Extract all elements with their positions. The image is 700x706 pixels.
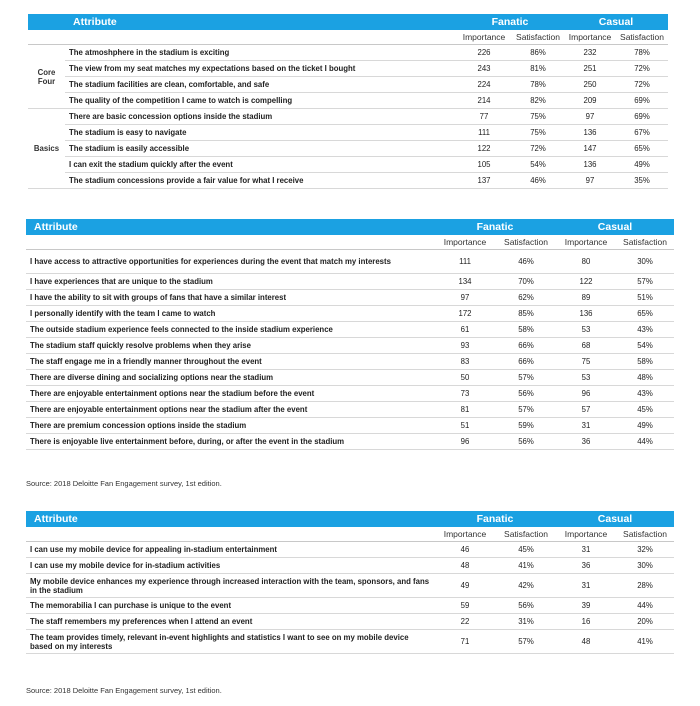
casual-importance: 136 xyxy=(556,306,616,322)
casual-satisfaction: 48% xyxy=(616,370,674,386)
casual-satisfaction: 32% xyxy=(616,542,674,558)
source-note: Source: 2018 Deloitte Fan Engagement survey, 1st edition. xyxy=(26,686,222,695)
casual-satisfaction: 69% xyxy=(616,109,668,125)
attribute-label: I have experiences that are unique to the stadium xyxy=(26,274,434,290)
casual-satisfaction: 49% xyxy=(616,157,668,173)
subheader-satisfaction: Satisfaction xyxy=(616,235,674,250)
fanatic-importance: 61 xyxy=(434,322,496,338)
fanatic-satisfaction: 86% xyxy=(512,45,564,61)
table-row xyxy=(26,250,674,274)
fanatic-importance: 22 xyxy=(434,614,496,630)
casual-importance: 147 xyxy=(564,141,616,157)
table-row xyxy=(28,93,668,109)
fanatic-satisfaction: 57% xyxy=(496,370,556,386)
casual-importance: 57 xyxy=(556,402,616,418)
subheader-satisfaction: Satisfaction xyxy=(616,30,668,45)
subheader-satisfaction: Satisfaction xyxy=(496,527,556,542)
casual-importance: 68 xyxy=(556,338,616,354)
attribute-label: The staff remembers my preferences when I attend an event xyxy=(26,614,434,630)
table-subheader xyxy=(26,235,674,250)
fanatic-satisfaction: 45% xyxy=(496,542,556,558)
casual-importance: 97 xyxy=(564,173,616,189)
subheader-importance: Importance xyxy=(564,30,616,45)
fanatic-satisfaction: 46% xyxy=(496,250,556,274)
attribute-label: The memorabilia I can purchase is unique to the event xyxy=(26,598,434,614)
casual-satisfaction: 45% xyxy=(616,402,674,418)
fanatic-importance: 46 xyxy=(434,542,496,558)
fanatic-importance: 59 xyxy=(434,598,496,614)
table-row xyxy=(26,322,674,338)
table-row xyxy=(28,109,668,125)
table-row xyxy=(26,306,674,322)
fanatic-importance: 172 xyxy=(434,306,496,322)
attribute-label: I can use my mobile device for appealing in-stadium entertainment xyxy=(26,542,434,558)
table-row xyxy=(26,370,674,386)
subheader-importance: Importance xyxy=(456,30,512,45)
subheader-spacer xyxy=(26,527,434,542)
fanatic-satisfaction: 42% xyxy=(496,574,556,598)
casual-importance: 80 xyxy=(556,250,616,274)
table-row xyxy=(26,402,674,418)
fanatic-satisfaction: 57% xyxy=(496,402,556,418)
fanatic-importance: 83 xyxy=(434,354,496,370)
table-subheader xyxy=(28,30,668,45)
table-row xyxy=(28,125,668,141)
attribute-label: The stadium facilities are clean, comfortable, and safe xyxy=(65,77,456,93)
table-row xyxy=(26,542,674,558)
attribute-label: I have the ability to sit with groups of fans that have a similar interest xyxy=(26,290,434,306)
subheader-importance: Importance xyxy=(556,527,616,542)
fanatic-satisfaction: 70% xyxy=(496,274,556,290)
fanatic-satisfaction: 31% xyxy=(496,614,556,630)
table-row xyxy=(26,274,674,290)
attribute-label: My mobile device enhances my experience through increased interaction with the team, sponsors, and fans in the stadium xyxy=(26,574,434,598)
table-row xyxy=(26,630,674,654)
casual-importance: 53 xyxy=(556,370,616,386)
fanatic-satisfaction: 78% xyxy=(512,77,564,93)
fanatic-satisfaction: 66% xyxy=(496,354,556,370)
casual-importance: 31 xyxy=(556,418,616,434)
casual-importance: 39 xyxy=(556,598,616,614)
attribute-label: The quality of the competition I came to watch is compelling xyxy=(65,93,456,109)
table-row xyxy=(26,574,674,598)
fanatic-satisfaction: 85% xyxy=(496,306,556,322)
casual-importance: 136 xyxy=(564,157,616,173)
header-casual: Casual xyxy=(556,219,674,235)
header-casual: Casual xyxy=(556,511,674,527)
table-subheader xyxy=(26,527,674,542)
fanatic-satisfaction: 56% xyxy=(496,386,556,402)
attribute-label: I can use my mobile device for in-stadium activities xyxy=(26,558,434,574)
table-header xyxy=(26,219,674,235)
fanatic-importance: 93 xyxy=(434,338,496,354)
casual-satisfaction: 28% xyxy=(616,574,674,598)
attribute-label: There are basic concession options inside the stadium xyxy=(65,109,456,125)
casual-importance: 89 xyxy=(556,290,616,306)
fanatic-satisfaction: 41% xyxy=(496,558,556,574)
casual-satisfaction: 72% xyxy=(616,77,668,93)
table-row xyxy=(26,354,674,370)
table-row xyxy=(26,290,674,306)
table-row xyxy=(28,77,668,93)
casual-importance: 48 xyxy=(556,630,616,654)
casual-satisfaction: 43% xyxy=(616,386,674,402)
fanatic-importance: 77 xyxy=(456,109,512,125)
casual-satisfaction: 69% xyxy=(616,93,668,109)
subheader-importance: Importance xyxy=(434,235,496,250)
casual-importance: 250 xyxy=(564,77,616,93)
attribute-label: The atmoshphere in the stadium is exciting xyxy=(65,45,456,61)
table-row xyxy=(28,157,668,173)
fanatic-importance: 134 xyxy=(434,274,496,290)
casual-satisfaction: 57% xyxy=(616,274,674,290)
fanatic-satisfaction: 75% xyxy=(512,125,564,141)
fanatic-importance: 48 xyxy=(434,558,496,574)
casual-satisfaction: 41% xyxy=(616,630,674,654)
header-spacer xyxy=(28,14,65,30)
casual-satisfaction: 35% xyxy=(616,173,668,189)
table-row xyxy=(26,598,674,614)
casual-satisfaction: 30% xyxy=(616,250,674,274)
fanatic-importance: 96 xyxy=(434,434,496,450)
casual-satisfaction: 58% xyxy=(616,354,674,370)
source-note: Source: 2018 Deloitte Fan Engagement survey, 1st edition. xyxy=(26,479,222,488)
attribute-label: The stadium concessions provide a fair value for what I receive xyxy=(65,173,456,189)
casual-satisfaction: 43% xyxy=(616,322,674,338)
table-header xyxy=(26,511,674,527)
fanatic-importance: 71 xyxy=(434,630,496,654)
casual-importance: 53 xyxy=(556,322,616,338)
header-attribute: Attribute xyxy=(26,219,434,235)
casual-importance: 75 xyxy=(556,354,616,370)
table-row xyxy=(26,386,674,402)
fanatic-satisfaction: 46% xyxy=(512,173,564,189)
attribute-label: I can exit the stadium quickly after the event xyxy=(65,157,456,173)
casual-importance: 136 xyxy=(564,125,616,141)
subheader-satisfaction: Satisfaction xyxy=(616,527,674,542)
core-basics-table xyxy=(28,14,668,189)
casual-importance: 31 xyxy=(556,574,616,598)
subheader-importance: Importance xyxy=(556,235,616,250)
attribute-label: There is enjoyable live entertainment before, during, or after the event in the stadium xyxy=(26,434,434,450)
fanatic-satisfaction: 62% xyxy=(496,290,556,306)
casual-satisfaction: 51% xyxy=(616,290,674,306)
casual-satisfaction: 44% xyxy=(616,434,674,450)
casual-satisfaction: 65% xyxy=(616,141,668,157)
fanatic-satisfaction: 58% xyxy=(496,322,556,338)
casual-importance: 31 xyxy=(556,542,616,558)
fanatic-importance: 73 xyxy=(434,386,496,402)
attribute-label: The stadium staff quickly resolve problems when they arise xyxy=(26,338,434,354)
casual-satisfaction: 65% xyxy=(616,306,674,322)
header-fanatic: Fanatic xyxy=(434,511,556,527)
table-row xyxy=(26,338,674,354)
fanatic-importance: 111 xyxy=(434,250,496,274)
attribute-label: The staff engage me in a friendly manner throughout the event xyxy=(26,354,434,370)
casual-importance: 209 xyxy=(564,93,616,109)
fanatic-importance: 51 xyxy=(434,418,496,434)
fanatic-importance: 97 xyxy=(434,290,496,306)
header-fanatic: Fanatic xyxy=(456,14,564,30)
attribute-label: The stadium is easy to navigate xyxy=(65,125,456,141)
fanatic-importance: 49 xyxy=(434,574,496,598)
header-fanatic: Fanatic xyxy=(434,219,556,235)
attribute-label: There are diverse dining and socializing options near the stadium xyxy=(26,370,434,386)
subheader-satisfaction: Satisfaction xyxy=(496,235,556,250)
attribute-label: The stadium is easily accessible xyxy=(65,141,456,157)
table-row xyxy=(28,173,668,189)
fanatic-satisfaction: 82% xyxy=(512,93,564,109)
casual-importance: 97 xyxy=(564,109,616,125)
fanatic-importance: 137 xyxy=(456,173,512,189)
fanatic-importance: 81 xyxy=(434,402,496,418)
attribute-label: I have access to attractive opportunities for experiences during the event that match my interests xyxy=(26,250,434,274)
group-label: Core Four xyxy=(28,45,65,109)
table-row xyxy=(26,614,674,630)
casual-satisfaction: 72% xyxy=(616,61,668,77)
table-row xyxy=(26,418,674,434)
fanatic-satisfaction: 56% xyxy=(496,434,556,450)
table-header xyxy=(28,14,668,30)
subheader-spacer xyxy=(28,30,65,45)
fanatic-satisfaction: 57% xyxy=(496,630,556,654)
casual-satisfaction: 54% xyxy=(616,338,674,354)
attribute-label: The view from my seat matches my expectations based on the ticket I bought xyxy=(65,61,456,77)
fanatic-importance: 226 xyxy=(456,45,512,61)
table-row xyxy=(28,141,668,157)
experience-table xyxy=(26,219,674,450)
fanatic-satisfaction: 75% xyxy=(512,109,564,125)
fanatic-importance: 105 xyxy=(456,157,512,173)
table-row xyxy=(28,61,668,77)
casual-satisfaction: 49% xyxy=(616,418,674,434)
attribute-label: There are enjoyable entertainment options near the stadium before the event xyxy=(26,386,434,402)
fanatic-satisfaction: 81% xyxy=(512,61,564,77)
casual-importance: 122 xyxy=(556,274,616,290)
subheader-spacer xyxy=(65,30,456,45)
header-casual: Casual xyxy=(564,14,668,30)
fanatic-importance: 111 xyxy=(456,125,512,141)
header-attribute: Attribute xyxy=(65,14,456,30)
header-attribute: Attribute xyxy=(26,511,434,527)
casual-satisfaction: 20% xyxy=(616,614,674,630)
casual-importance: 16 xyxy=(556,614,616,630)
casual-importance: 251 xyxy=(564,61,616,77)
fanatic-satisfaction: 56% xyxy=(496,598,556,614)
attribute-label: There are enjoyable entertainment options near the stadium after the event xyxy=(26,402,434,418)
casual-satisfaction: 78% xyxy=(616,45,668,61)
fanatic-importance: 243 xyxy=(456,61,512,77)
fanatic-satisfaction: 59% xyxy=(496,418,556,434)
attribute-label: The team provides timely, relevant in-event highlights and statistics I want to see on my mobile device based on my interests xyxy=(26,630,434,654)
subheader-satisfaction: Satisfaction xyxy=(512,30,564,45)
fanatic-importance: 224 xyxy=(456,77,512,93)
table-row xyxy=(26,434,674,450)
casual-importance: 232 xyxy=(564,45,616,61)
attribute-label: The outside stadium experience feels connected to the inside stadium experience xyxy=(26,322,434,338)
fanatic-importance: 122 xyxy=(456,141,512,157)
subheader-importance: Importance xyxy=(434,527,496,542)
fanatic-satisfaction: 66% xyxy=(496,338,556,354)
attribute-label: There are premium concession options inside the stadium xyxy=(26,418,434,434)
mobile-table xyxy=(26,511,674,654)
casual-importance: 36 xyxy=(556,434,616,450)
casual-satisfaction: 30% xyxy=(616,558,674,574)
fanatic-satisfaction: 72% xyxy=(512,141,564,157)
casual-satisfaction: 44% xyxy=(616,598,674,614)
casual-importance: 96 xyxy=(556,386,616,402)
table-row xyxy=(26,558,674,574)
attribute-label: I personally identify with the team I came to watch xyxy=(26,306,434,322)
casual-importance: 36 xyxy=(556,558,616,574)
fanatic-importance: 50 xyxy=(434,370,496,386)
fanatic-satisfaction: 54% xyxy=(512,157,564,173)
fanatic-importance: 214 xyxy=(456,93,512,109)
casual-satisfaction: 67% xyxy=(616,125,668,141)
table-row xyxy=(28,45,668,61)
group-label: Basics xyxy=(28,109,65,189)
subheader-spacer xyxy=(26,235,434,250)
